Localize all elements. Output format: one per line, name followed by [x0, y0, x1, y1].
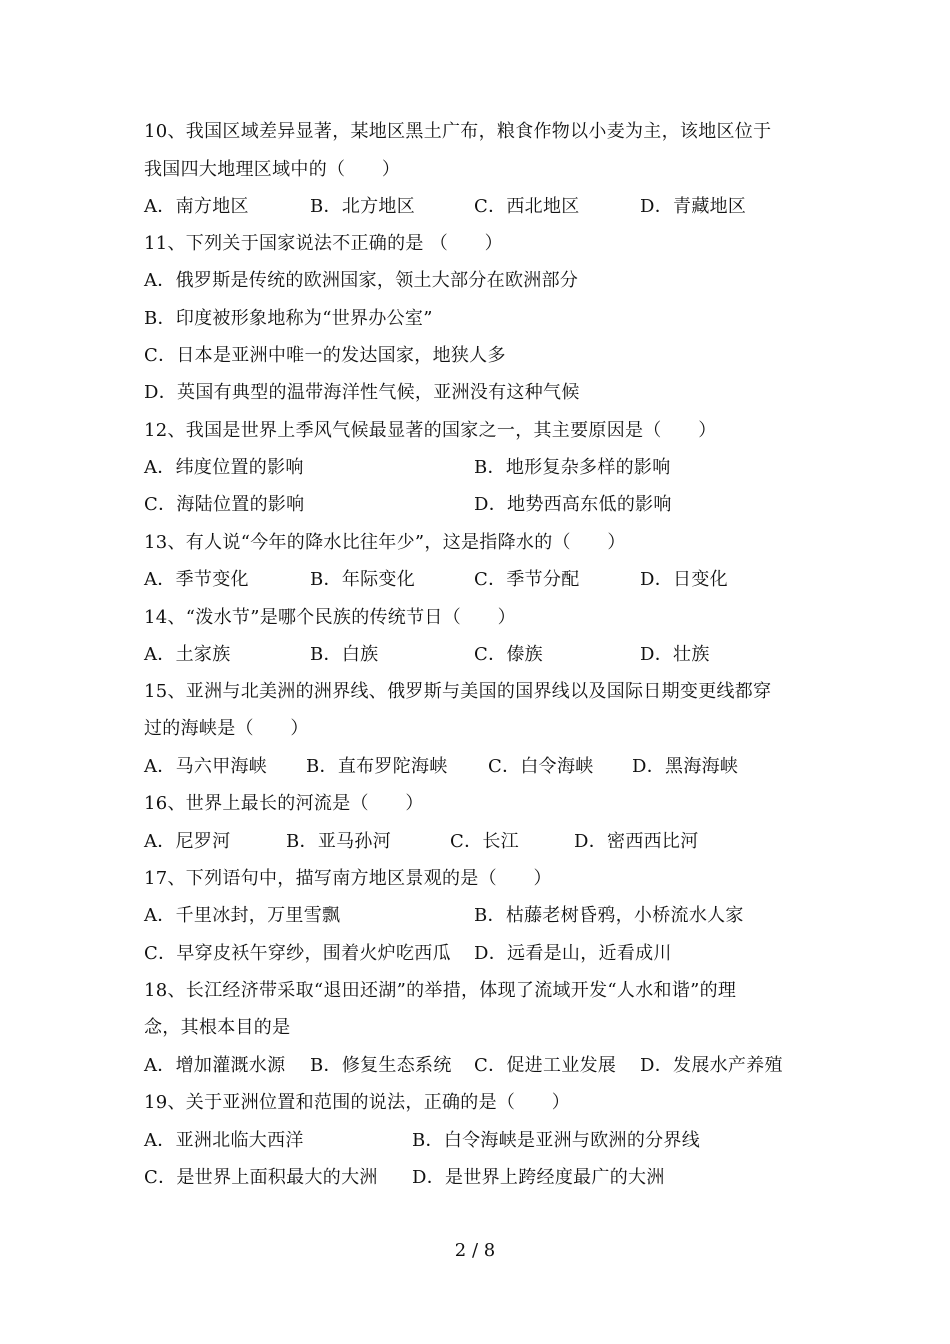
question-19-option-a: A．亚洲北临大西洋	[144, 1130, 304, 1151]
question-12-stem: 12、我国是世界上季风气候最显著的国家之一，其主要原因是（ ）	[144, 420, 717, 441]
question-17-option-a: A．千里冰封，万里雪飘	[144, 905, 341, 926]
question-10-option-c: C．西北地区	[474, 196, 580, 217]
question-19-stem: 19、关于亚洲位置和范围的说法，正确的是（ ）	[144, 1092, 571, 1113]
question-15-stem-line-2: 过的海峡是（ ）	[144, 718, 309, 739]
question-16-option-c: C．长江	[450, 831, 519, 852]
question-15-option-d: D．黑海海峡	[632, 756, 739, 777]
question-12-option-b: B．地形复杂多样的影响	[474, 457, 671, 478]
page-number: 2 / 8	[454, 1240, 496, 1261]
question-15-option-a: A．马六甲海峡	[144, 756, 268, 777]
question-10-option-d: D．青藏地区	[640, 196, 747, 217]
question-18-option-c: C．促进工业发展	[474, 1055, 617, 1076]
question-13-option-c: C．季节分配	[474, 569, 580, 590]
question-17-option-d: D．远看是山，近看成川	[474, 943, 672, 964]
question-14-option-b: B．白族	[310, 644, 379, 665]
question-13-option-d: D．日变化	[640, 569, 728, 590]
question-14-option-a: A．土家族	[144, 644, 231, 665]
question-15-stem-line-1: 15、亚洲与北美洲的洲界线、俄罗斯与美国的国界线以及国际日期变更线都穿	[144, 681, 772, 702]
question-10-stem-line-2: 我国四大地理区域中的（ ）	[144, 159, 401, 180]
question-12-option-c: C．海陆位置的影响	[144, 494, 305, 515]
question-18-option-a: A．增加灌溉水源	[144, 1055, 286, 1076]
question-19-option-b: B．白令海峡是亚洲与欧洲的分界线	[412, 1130, 701, 1151]
question-13-stem: 13、有人说“今年的降水比往年少”，这是指降水的（ ）	[144, 532, 626, 553]
question-19-option-d: D．是世界上跨经度最广的大洲	[412, 1167, 665, 1188]
question-12-option-a: A．纬度位置的影响	[144, 457, 304, 478]
question-17-option-c: C．早穿皮袄午穿纱，围着火炉吃西瓜	[144, 943, 451, 964]
question-18-option-d: D．发展水产养殖	[640, 1055, 783, 1076]
question-19-option-c: C．是世界上面积最大的大洲	[144, 1167, 378, 1188]
question-11-option-a: A．俄罗斯是传统的欧洲国家，领土大部分在欧洲部分	[144, 270, 579, 291]
question-15-option-b: B．直布罗陀海峡	[306, 756, 448, 777]
question-11-option-c: C．日本是亚洲中唯一的发达国家，地狭人多	[144, 345, 506, 366]
question-11-stem: 11、下列关于国家说法不正确的是 （ ）	[144, 233, 503, 254]
question-18-stem-line-1: 18、长江经济带采取“退田还湖”的举措，体现了流域开发“人水和谐”的理	[144, 980, 737, 1001]
question-13-option-a: A．季节变化	[144, 569, 249, 590]
question-16-option-d: D．密西西比河	[574, 831, 699, 852]
question-16-option-a: A．尼罗河	[144, 831, 231, 852]
question-10-stem-line-1: 10、我国区域差异显著，某地区黑土广布，粮食作物以小麦为主，该地区位于	[144, 121, 772, 142]
question-14-option-d: D．壮族	[640, 644, 710, 665]
question-11-option-b: B．印度被形象地称为“世界办公室”	[144, 308, 433, 329]
question-12-option-d: D．地势西高东低的影响	[474, 494, 672, 515]
question-10-option-b: B．北方地区	[310, 196, 416, 217]
question-16-option-b: B．亚马孙河	[286, 831, 392, 852]
question-17-stem: 17、下列语句中，描写南方地区景观的是（ ）	[144, 868, 552, 889]
question-18-option-b: B．修复生态系统	[310, 1055, 452, 1076]
question-10-option-a: A．南方地区	[144, 196, 249, 217]
question-13-option-b: B．年际变化	[310, 569, 416, 590]
question-16-stem: 16、世界上最长的河流是（ ）	[144, 793, 424, 814]
question-11-option-d: D．英国有典型的温带海洋性气候，亚洲没有这种气候	[144, 382, 580, 403]
question-18-stem-line-2: 念，其根本目的是	[144, 1017, 291, 1038]
question-14-option-c: C．傣族	[474, 644, 543, 665]
question-14-stem: 14、“泼水节”是哪个民族的传统节日（ ）	[144, 607, 516, 628]
question-15-option-c: C．白令海峡	[488, 756, 594, 777]
question-17-option-b: B．枯藤老树昏鸦，小桥流水人家	[474, 905, 744, 926]
